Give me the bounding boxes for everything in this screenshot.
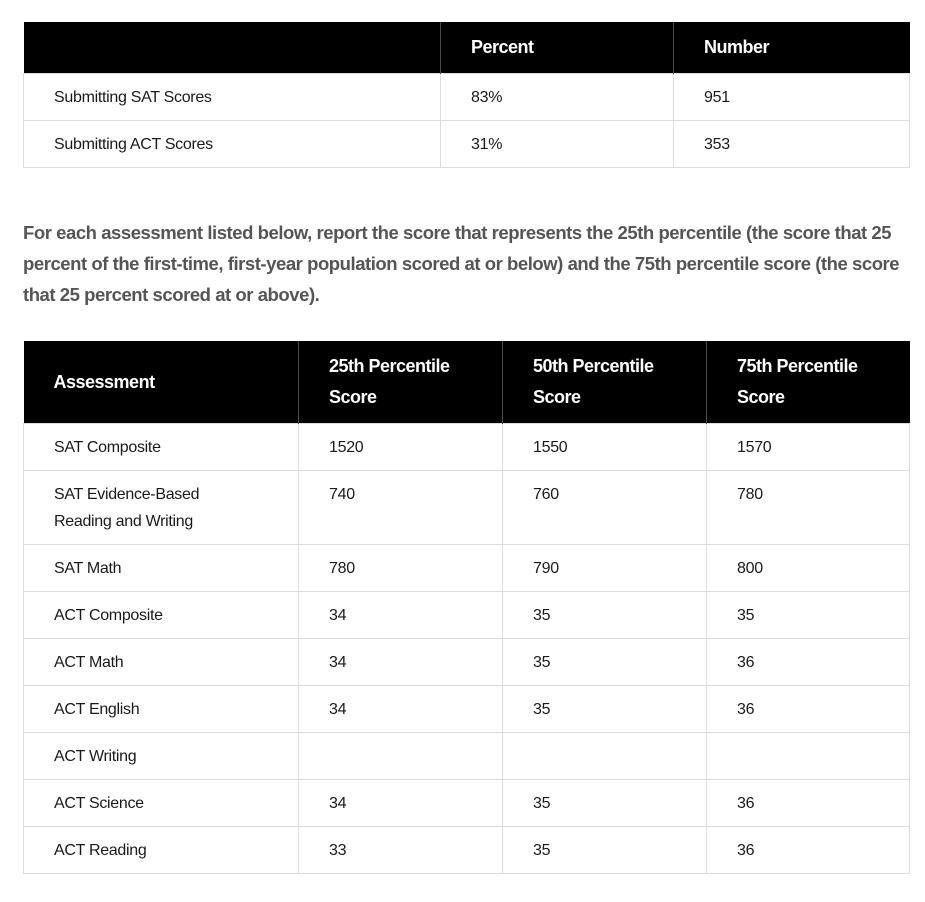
assessment-name: SAT Math <box>24 545 299 592</box>
submission-header-percent: Percent <box>441 22 674 74</box>
p25-cell: 34 <box>299 592 503 639</box>
p75-cell: 36 <box>707 639 910 686</box>
number-cell: 951 <box>674 74 910 121</box>
p50-cell: 760 <box>503 471 707 545</box>
p25-cell: 34 <box>299 686 503 733</box>
p50-cell <box>503 733 707 780</box>
assessment-name: ACT Writing <box>24 733 299 780</box>
assessment-name: ACT Reading <box>24 827 299 874</box>
table-row <box>24 471 910 545</box>
p75-cell: 35 <box>707 592 910 639</box>
header-75th-percentile: 75th Percentile Score <box>707 341 910 424</box>
submission-table-header-row <box>24 22 910 74</box>
p75-cell: 780 <box>707 471 910 545</box>
p75-cell: 1570 <box>707 424 910 471</box>
p25-cell: 740 <box>299 471 503 545</box>
p50-cell: 35 <box>503 827 707 874</box>
table-row <box>24 545 910 592</box>
submission-header-number: Number <box>674 22 910 74</box>
assessment-name: SAT Evidence-Based Reading and Writing <box>24 471 299 545</box>
table-row <box>24 121 910 168</box>
p50-cell: 35 <box>503 686 707 733</box>
submission-table <box>23 22 910 168</box>
p75-cell: 800 <box>707 545 910 592</box>
table-row <box>24 827 910 874</box>
p50-cell: 790 <box>503 545 707 592</box>
p50-cell: 35 <box>503 639 707 686</box>
p50-cell: 1550 <box>503 424 707 471</box>
table-row <box>24 74 910 121</box>
p25-cell: 1520 <box>299 424 503 471</box>
p25-cell: 33 <box>299 827 503 874</box>
submission-header-blank <box>24 22 441 74</box>
p75-cell: 36 <box>707 780 910 827</box>
intro-paragraph: For each assessment listed below, report the score that represents the 25th percentile (the score that 25 percent of the first-time, first-year population scored at or below) and the 75th percentile score (the score that 25 percent scored at or above). <box>23 222 900 305</box>
p25-cell <box>299 733 503 780</box>
percent-cell: 31% <box>441 121 674 168</box>
header-assessment: Assessment <box>24 341 299 424</box>
table-row <box>24 592 910 639</box>
table-row <box>24 639 910 686</box>
score-table-header-row <box>24 341 910 424</box>
number-cell: 353 <box>674 121 910 168</box>
p75-cell: 36 <box>707 686 910 733</box>
p75-cell <box>707 733 910 780</box>
p50-cell: 35 <box>503 592 707 639</box>
assessment-name: ACT Composite <box>24 592 299 639</box>
p75-cell: 36 <box>707 827 910 874</box>
assessment-name: ACT Science <box>24 780 299 827</box>
assessment-name: SAT Composite <box>24 424 299 471</box>
table-row <box>24 424 910 471</box>
p25-cell: 780 <box>299 545 503 592</box>
assessment-name: ACT English <box>24 686 299 733</box>
p50-cell: 35 <box>503 780 707 827</box>
p25-cell: 34 <box>299 639 503 686</box>
assessment-name: ACT Math <box>24 639 299 686</box>
percent-cell: 83% <box>441 74 674 121</box>
p25-cell: 34 <box>299 780 503 827</box>
row-label: Submitting SAT Scores <box>24 74 441 121</box>
header-50th-percentile: 50th Percentile Score <box>503 341 707 424</box>
table-row <box>24 733 910 780</box>
header-25th-percentile: 25th Percentile Score <box>299 341 503 424</box>
row-label: Submitting ACT Scores <box>24 121 441 168</box>
percentile-score-table <box>23 341 910 874</box>
table-row <box>24 686 910 733</box>
table-row <box>24 780 910 827</box>
